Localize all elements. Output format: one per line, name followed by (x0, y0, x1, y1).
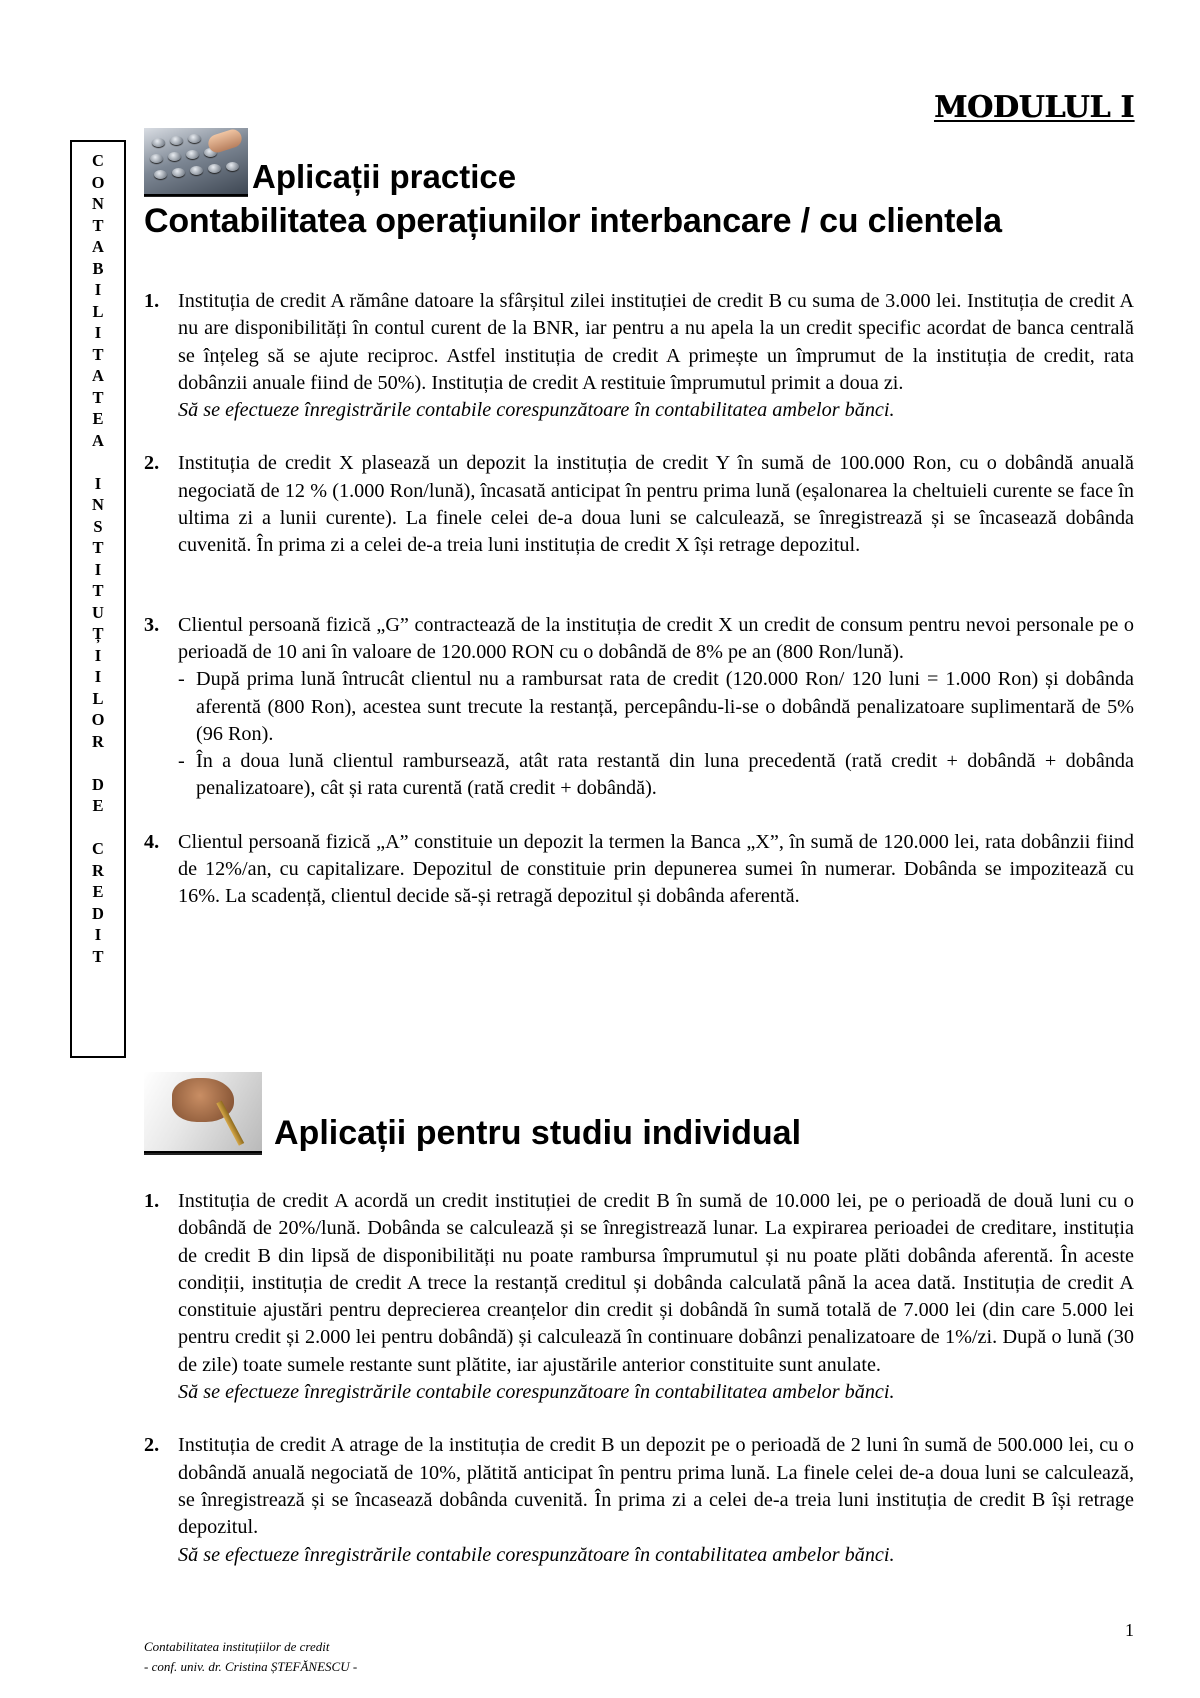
side-label-letter: A (92, 366, 104, 385)
side-label-letter: Ț (92, 624, 104, 643)
side-label-letter: C (92, 839, 104, 858)
side-label-letter: O (91, 172, 105, 192)
side-label-letter: I (94, 667, 102, 686)
side-label-letter: O (91, 710, 105, 729)
side-label-letter: N (92, 194, 104, 213)
calculator-keypad-icon (144, 128, 248, 197)
item-subpoint: - După prima lună întrucât clientul nu a rambursat rata de credit (120.000 Ron/ 120 luni = 1.000 Ron) și dobânda aferentă (800 Ron), acestea sunt trecute la restanță, percepându-li-se o dobândă penalizatoare suplimentară de 5% (96 Ron). (178, 666, 1134, 748)
side-label-letter: T (92, 538, 104, 557)
section-title-practice: Aplicații practice (252, 158, 517, 195)
item-text: Instituția de credit A atrage de la instituția de credit B un depozit pe o perioadă de 2 luni în sumă de 500.000 lei, cu o dobândă anuală negociată de 10%, plătită anticipat în pentru prima lună. La finele celei de-a doua luni se calculează, se înregistrează și se încasează dobânda cuvenită. În prima zi a celei de-a treia luni instituția de credit B își retrage depozitul. (178, 1434, 1134, 1539)
item-task: Să se efectueze înregistrările contabile corespunzătoare în contabilitatea ambelor bănci. (178, 399, 895, 422)
footer-course-title: Contabilitatea instituțiilor de credit (144, 1639, 330, 1654)
side-label-letter: I (94, 473, 102, 493)
footer-author-suffix: - (349, 1659, 358, 1674)
icon-underline (144, 194, 248, 196)
individual-exercise-list (144, 1188, 1134, 1569)
hand-writing-pen-icon (144, 1072, 262, 1155)
section-subtitle-interbank: Contabilitatea operațiunilor interbancare / cu clientela (144, 202, 1002, 240)
list-item (144, 1188, 1134, 1406)
page-footer (144, 1637, 357, 1677)
side-label-letter: T (92, 387, 104, 407)
side-label-letter: R (92, 860, 104, 880)
list-item (144, 1432, 1134, 1568)
item-text: Instituția de credit A acordă un credit instituției de credit B în sumă de 10.000 lei, pe o perioadă de două luni cu o dobândă de 20%/lună. Dobânda se calculează și se înregistrează lunar. La expirarea perioadei de creditare, instituția de credit B din lipsă de disponibilități nu poate rambursa împrumutul și nu poate plăti dobânda aferentă. În aceste condiții, instituția de credit A trece la restanță creditul și dobânda calculată până la acea dată. Instituția de credit A constituie ajustări pentru deprecierea creanțelor din credit și dobândă în sumă totală de 7.000 lei (din care 5.000 lei pentru credit și 2.000 lei pentru dobândă) și calculează în continuare dobânzi penalizatoare de 1%/zi. După o lună (30 de zile) toate sumele restante sunt plătite, iar ajustările anterior constituite sunt anulate. (178, 1190, 1134, 1376)
section-title-individual: Aplicații pentru studiu individual (274, 1114, 802, 1152)
side-label-letter: R (92, 731, 104, 751)
item-number: 1. (144, 1190, 160, 1212)
list-item (144, 612, 1134, 803)
side-label-letter: L (92, 688, 104, 708)
item-number: 3. (144, 613, 160, 636)
item-text: Instituția de credit X plasează un depozit la instituția de credit Y în sumă de 100.000 Ron, cu o dobândă anuală negociată de 12 % (1.000 Ron/lună), încasată anticipat în pentru prima lună (eșalonarea la cheltuieli curente se face în ultima zi a lunii curente). La finele celei de-a doua luni se calculează, se înregistrează și se încasează dobânda cuvenită. În prima zi a celei de-a treia luni instituția de credit X își retrage depozitul. (178, 452, 1134, 557)
side-label-letter: I (94, 323, 102, 342)
list-item (144, 288, 1134, 424)
list-item (144, 450, 1134, 559)
side-label-letter: T (92, 946, 104, 966)
side-label-letter: U (92, 602, 104, 622)
icon-underline (144, 1151, 262, 1153)
item-subpoint: - În a doua lună clientul rambursează, atât rata restantă din luna precedentă (rată credit + dobândă + dobânda penalizatoare), cât și rata curentă (rată credit + dobândă). (178, 748, 1134, 803)
side-label-letter: T (92, 581, 104, 600)
side-label-letter: D (92, 903, 104, 923)
item-text: Clientul persoană fizică „A” constituie un depozit la termen la Banca „X”, în sumă de 120.000 lei, rata dobânzii fiind de 12%/an, cu capitalizare. Depozitul de constituie prin depunerea sumei în numerar. Dobânda se impozitează cu 16%. La scadență, clientul decide să-și retragă depozitul și dobânda aferentă. (178, 830, 1134, 908)
side-label-letter: A (92, 237, 104, 256)
item-number: 4. (144, 830, 160, 853)
side-label-letter: C (92, 151, 104, 170)
item-number: 1. (144, 290, 160, 312)
side-label-letter: I (94, 925, 102, 944)
side-label-letter: N (92, 495, 104, 514)
footer-author (144, 1657, 357, 1677)
module-title: MODULUL I (933, 90, 1134, 125)
item-text: Clientul persoană fizică „G” contractează de la instituția de credit X un credit de consum pentru nevoi personale pe o perioadă de 10 ani în valoare de 120.000 RON cu o dobândă de 8% pe an (800 Ron/lună). (178, 613, 1134, 663)
side-label-letter: I (94, 645, 102, 665)
side-label-letter: D (92, 774, 104, 794)
side-label-letter: I (94, 280, 102, 299)
side-label-letter: E (92, 409, 104, 428)
side-label-letter: I (94, 559, 102, 579)
item-text: Instituția de credit A rămâne datoare la sfârșitul zilei instituției de credit B cu suma de 3.000 lei. Instituția de credit A nu are disponibilități în contul curent de la BNR, iar pentru a nu apela la un credit specific acordat de banca centrală se înțeleg să se ajute reciproc. Astfel instituția de credit A primește un împrumut de la instituția de credit, rata dobânzii anuale fiind de 50%). Instituția de credit A restituie împrumutul primit a doua zi. (178, 290, 1134, 394)
side-label-letter: L (92, 301, 104, 321)
side-label-letter: T (92, 344, 104, 364)
side-label-letter: E (92, 796, 104, 815)
side-label-letter: T (92, 215, 104, 235)
side-label-letter: S (93, 516, 103, 536)
item-task: Să se efectueze înregistrările contabile corespunzătoare în contabilitatea ambelor bănci. (178, 1381, 895, 1404)
side-vertical-label (70, 140, 126, 1058)
page-number: 1 (1125, 1620, 1134, 1640)
side-label-letter: A (92, 430, 104, 450)
list-item (144, 829, 1134, 911)
side-label-letter: E (92, 882, 104, 901)
side-label-letter: B (92, 258, 104, 278)
item-task: Să se efectueze înregistrările contabile corespunzătoare în contabilitatea ambelor bănci. (178, 1543, 895, 1566)
footer-author-prefix: - conf. univ. dr. (144, 1659, 225, 1674)
practice-exercise-list (144, 288, 1134, 911)
item-number: 2. (144, 452, 160, 475)
item-number: 2. (144, 1434, 160, 1457)
footer-author-name: Cristina ȘTEFĂNESCU (225, 1659, 350, 1674)
